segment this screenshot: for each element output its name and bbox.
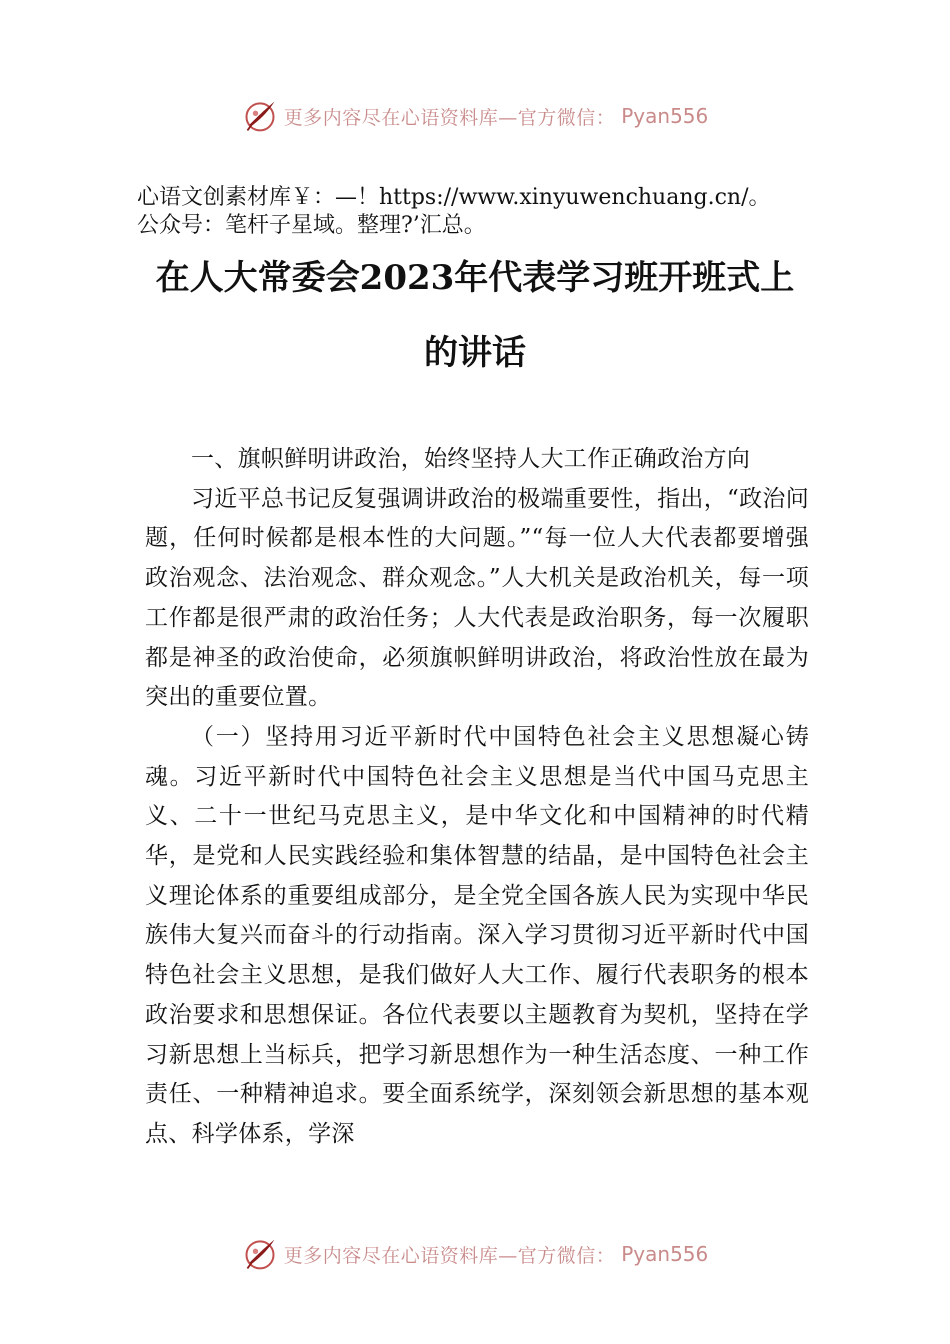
header-banner (0, 94, 950, 138)
banner-contact: Pyan556 (621, 104, 709, 128)
source-note (137, 184, 837, 240)
document-title-line2: 的讲话 (424, 333, 526, 373)
source-note-line2: 公众号：笔杆子星域。整理?’汇总。 (137, 213, 486, 238)
document-title-line1: 在人大常委会2023年代表学习班开班式上 (155, 258, 795, 298)
banner-text: 更多内容尽在心语资料库—官方微信： (283, 106, 616, 129)
quill-pen-seal-icon (242, 1236, 278, 1272)
source-note-line1: 心语文创素材库￥：—！https://www.xinyuwenchuang.cn/。 (137, 185, 771, 210)
paragraph: （一）坚持用习近平新时代中国特色社会主义思想凝心铸魂。习近平新时代中国特色社会主义思想是当代中国马克思主义、二十一世纪马克思主义，是中华文化和中国精神的时代精华，是党和人民实践经验和集体智慧的结晶，是中国特色社会主义理论体系的重要组成部分，是全党全国各族人民为实现中华民族伟大复兴而奋斗的行动指南。深入学习贯彻习近平新时代中国特色社会主义思想，是我们做好人大工作、履行代表职务的根本政治要求和思想保证。各位代表要以主题教育为契机，坚持在学习新思想上当标兵，把学习新思想作为一种生活态度、一种工作责任、一种精神追求。要全面系统学，深刻领会新思想的基本观点、科学体系，学深 (145, 723, 809, 1147)
quill-pen-seal-icon (242, 98, 278, 134)
paragraph: 习近平总书记反复强调讲政治的极端重要性，指出，“政治问题，任何时候都是根本性的大问题。”“每一位人大代表都要增强政治观念、法治观念、群众观念。”人大机关是政治机关，每一项工作都是很严肃的政治任务；人大代表是政治职务，每一次履职都是神圣的政治使命，必须旗帜鲜明讲政治，将政治性放在最为突出的重要位置。 (145, 485, 809, 711)
banner-text: 更多内容尽在心语资料库—官方微信： (283, 1244, 616, 1267)
footer-banner (0, 1232, 950, 1276)
document-body (145, 440, 809, 1155)
banner-contact: Pyan556 (621, 1242, 709, 1266)
section-heading: 一、旗帜鲜明讲政治，始终坚持人大工作正确政治方向 (191, 446, 751, 472)
